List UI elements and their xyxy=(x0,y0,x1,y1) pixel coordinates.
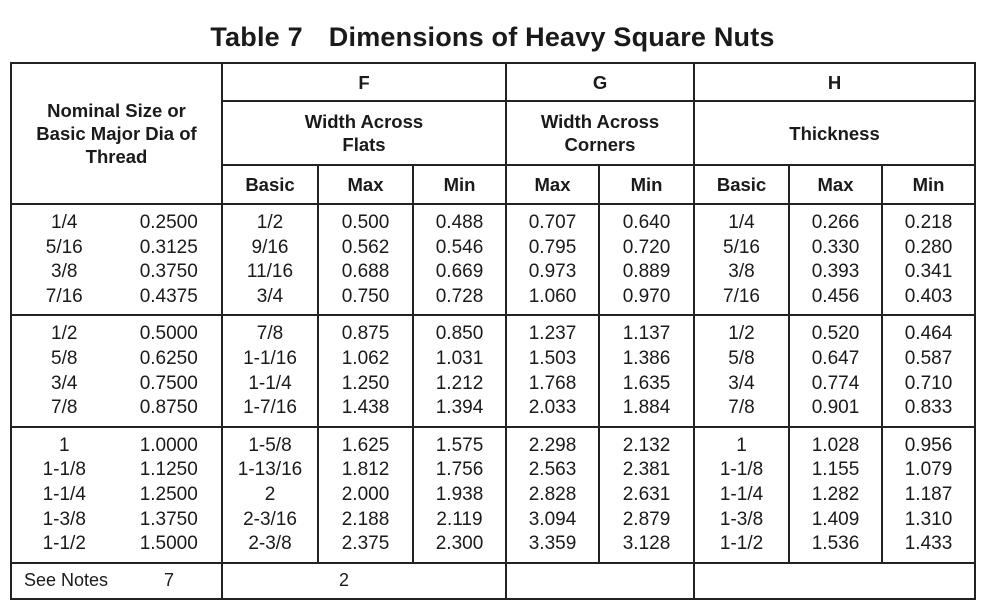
major-dia-value: 0.3125 xyxy=(139,236,198,258)
nominal-size-value: 1-1/8 xyxy=(42,459,86,481)
major-dia-value: 0.8750 xyxy=(139,397,198,419)
note-ref-f: 2 xyxy=(222,563,506,599)
value-f-min: 0.850 xyxy=(435,323,484,345)
value-g-min: 0.640 xyxy=(622,212,671,233)
value-f-basic: 2-3/16 xyxy=(243,508,297,530)
value-g-min: 1.884 xyxy=(622,397,671,419)
cell-f-min xyxy=(413,315,506,426)
col-header-g-min: Min xyxy=(599,165,694,204)
value-h-min: 1.187 xyxy=(904,483,953,505)
cell-f-max xyxy=(318,315,413,426)
group-f-letter: F xyxy=(222,63,506,101)
value-f-min: 1.212 xyxy=(435,372,484,394)
value-h-max: 1.028 xyxy=(811,434,860,456)
value-f-max: 0.500 xyxy=(341,212,390,233)
cell-h-basic xyxy=(694,427,789,563)
cell-f-max xyxy=(318,204,413,315)
nominal-size-value: 3/4 xyxy=(51,372,78,394)
value-f-basic: 3/4 xyxy=(256,285,284,307)
value-f-min: 0.728 xyxy=(435,285,484,307)
major-dia-value: 0.4375 xyxy=(139,285,198,307)
value-h-max: 0.901 xyxy=(811,397,860,419)
group-g-label: Width Across Corners xyxy=(506,101,694,165)
value-h-max: 0.330 xyxy=(811,236,860,258)
value-h-max: 1.282 xyxy=(811,483,860,505)
value-h-max: 1.536 xyxy=(811,533,860,555)
col-header-h-min: Min xyxy=(882,165,975,204)
major-dia-value: 0.7500 xyxy=(139,372,198,394)
major-dia-value: 1.5000 xyxy=(139,533,198,555)
note-ref-g xyxy=(506,563,694,599)
value-f-min: 2.300 xyxy=(435,533,484,555)
col-header-f-min: Min xyxy=(413,165,506,204)
value-f-max: 1.250 xyxy=(341,372,390,394)
group-g-letter: G xyxy=(506,63,694,101)
value-f-basic: 1-5/8 xyxy=(248,434,292,456)
cell-f-min xyxy=(413,204,506,315)
value-f-max: 0.688 xyxy=(341,261,390,283)
value-f-min: 0.546 xyxy=(435,236,484,258)
cell-h-min xyxy=(882,315,975,426)
value-f-max: 2.000 xyxy=(341,483,390,505)
value-f-basic: 1/2 xyxy=(256,212,284,233)
cell-h-min xyxy=(882,204,975,315)
value-g-min: 2.879 xyxy=(622,508,671,530)
value-f-min: 1.756 xyxy=(435,459,484,481)
value-g-max: 2.298 xyxy=(528,434,577,456)
value-h-min: 0.464 xyxy=(904,323,953,345)
cell-f-basic xyxy=(222,315,318,426)
nominal-size-value: 1/4 xyxy=(51,212,78,233)
value-f-max: 1.438 xyxy=(341,397,390,419)
value-f-max: 0.875 xyxy=(341,323,390,345)
value-f-basic: 2 xyxy=(264,483,276,505)
nominal-size-value: 7/16 xyxy=(45,285,83,307)
value-h-basic: 1-3/8 xyxy=(719,508,764,530)
value-h-basic: 1-1/2 xyxy=(719,533,764,555)
cell-f-min xyxy=(413,427,506,563)
col-header-g-max: Max xyxy=(506,165,599,204)
col-header-f-max: Max xyxy=(318,165,413,204)
table-row-group xyxy=(11,427,975,563)
value-h-min: 1.433 xyxy=(904,533,953,555)
value-g-max: 3.359 xyxy=(528,533,577,555)
cell-g-min xyxy=(599,204,694,315)
nominal-size-value: 1 xyxy=(58,434,70,456)
value-h-max: 0.456 xyxy=(811,285,860,307)
nominal-size-cell xyxy=(11,315,222,426)
value-f-min: 2.119 xyxy=(436,508,483,530)
value-h-max: 1.155 xyxy=(811,459,860,481)
value-f-max: 0.750 xyxy=(341,285,390,307)
nominal-size-value: 1-3/8 xyxy=(42,508,86,530)
value-f-max: 2.188 xyxy=(341,508,390,530)
cell-h-basic xyxy=(694,315,789,426)
cell-g-max xyxy=(506,315,599,426)
nominal-size-value: 3/8 xyxy=(51,261,78,283)
value-g-max: 2.563 xyxy=(528,459,577,481)
cell-g-max xyxy=(506,204,599,315)
value-f-basic: 1-7/16 xyxy=(243,397,297,419)
nominal-size-cell xyxy=(11,204,222,315)
nominal-size-header: Nominal Size or Basic Major Dia of Thread xyxy=(11,63,222,204)
value-h-max: 1.409 xyxy=(811,508,860,530)
value-g-max: 0.795 xyxy=(528,236,577,258)
value-f-min: 1.031 xyxy=(435,347,484,369)
value-f-min: 0.669 xyxy=(435,261,484,283)
heavy-square-nuts-table xyxy=(10,62,976,600)
value-f-max: 1.812 xyxy=(341,459,390,481)
group-h-letter: H xyxy=(694,63,975,101)
value-g-max: 1.768 xyxy=(528,372,577,394)
value-h-basic: 7/16 xyxy=(723,285,760,307)
value-f-basic: 7/8 xyxy=(256,323,284,345)
value-h-min: 0.956 xyxy=(904,434,953,456)
value-h-basic: 1/2 xyxy=(728,323,755,345)
col-header-h-max: Max xyxy=(789,165,882,204)
value-g-min: 2.381 xyxy=(622,459,671,481)
cell-g-min xyxy=(599,315,694,426)
nominal-size-value: 5/8 xyxy=(51,347,78,369)
value-f-min: 0.488 xyxy=(435,212,484,233)
value-g-max: 0.973 xyxy=(528,261,577,283)
value-h-min: 1.079 xyxy=(904,459,953,481)
major-dia-value: 0.6250 xyxy=(139,347,198,369)
table-row-group xyxy=(11,315,975,426)
value-g-max: 0.707 xyxy=(528,212,577,233)
major-dia-value: 0.2500 xyxy=(139,212,198,233)
cell-h-max xyxy=(789,427,882,563)
value-h-min: 0.341 xyxy=(904,261,953,283)
value-g-max: 3.094 xyxy=(528,508,577,530)
value-f-max: 1.062 xyxy=(341,347,390,369)
value-h-min: 0.833 xyxy=(904,397,953,419)
value-h-max: 0.774 xyxy=(811,372,860,394)
value-g-min: 0.970 xyxy=(622,285,671,307)
major-dia-value: 1.2500 xyxy=(139,483,198,505)
value-h-basic: 1-1/8 xyxy=(719,459,764,481)
cell-f-basic xyxy=(222,204,318,315)
cell-g-min xyxy=(599,427,694,563)
cell-g-max xyxy=(506,427,599,563)
value-f-min: 1.575 xyxy=(435,434,484,456)
value-f-basic: 1-1/4 xyxy=(248,372,292,394)
value-g-min: 1.635 xyxy=(622,372,671,394)
value-h-basic: 1-1/4 xyxy=(719,483,764,505)
value-g-max: 2.033 xyxy=(528,397,577,419)
value-g-min: 0.720 xyxy=(622,236,671,258)
value-h-basic: 7/8 xyxy=(728,397,755,419)
col-header-f-basic: Basic xyxy=(222,165,318,204)
group-h-label: Thickness xyxy=(694,101,975,165)
value-h-max: 0.520 xyxy=(811,323,860,345)
group-f-label: Width Across Flats xyxy=(222,101,506,165)
value-f-basic: 11/16 xyxy=(246,261,294,283)
value-f-min: 1.394 xyxy=(435,397,484,419)
value-f-min: 1.938 xyxy=(435,483,484,505)
nominal-size-value: 7/8 xyxy=(51,397,78,419)
value-g-min: 2.132 xyxy=(622,434,671,456)
value-f-basic: 9/16 xyxy=(251,236,289,258)
value-h-min: 0.710 xyxy=(904,372,953,394)
value-h-basic: 1/4 xyxy=(728,212,755,233)
major-dia-value: 1.3750 xyxy=(139,508,198,530)
nominal-size-value: 5/16 xyxy=(45,236,83,258)
major-dia-value: 0.3750 xyxy=(139,261,198,283)
value-h-min: 0.587 xyxy=(904,347,953,369)
value-f-basic: 1-13/16 xyxy=(237,459,303,481)
value-g-max: 2.828 xyxy=(528,483,577,505)
value-g-min: 1.386 xyxy=(622,347,671,369)
nominal-size-value: 1-1/2 xyxy=(42,533,86,555)
value-h-basic: 1 xyxy=(736,434,747,456)
table-caption: Dimensions of Heavy Square Nuts xyxy=(328,22,775,52)
note-ref-nominal: 7 xyxy=(164,570,175,591)
value-g-max: 1.060 xyxy=(528,285,577,307)
note-ref-h xyxy=(694,563,975,599)
value-f-max: 2.375 xyxy=(341,533,390,555)
cell-h-basic xyxy=(694,204,789,315)
major-dia-value: 0.5000 xyxy=(139,323,198,345)
value-g-min: 3.128 xyxy=(622,533,671,555)
major-dia-value: 1.0000 xyxy=(139,434,198,456)
cell-f-max xyxy=(318,427,413,563)
value-h-min: 0.218 xyxy=(904,212,953,233)
value-g-min: 2.631 xyxy=(622,483,671,505)
cell-h-min xyxy=(882,427,975,563)
value-h-basic: 3/4 xyxy=(728,372,755,394)
value-h-max: 0.266 xyxy=(811,212,860,233)
value-h-basic: 5/8 xyxy=(728,347,755,369)
value-f-max: 1.625 xyxy=(341,434,390,456)
notes-row-nominal xyxy=(11,563,222,599)
value-g-min: 1.137 xyxy=(622,323,671,345)
table-title xyxy=(0,22,985,53)
nominal-size-value: 1-1/4 xyxy=(42,483,86,505)
table-row-group xyxy=(11,204,975,315)
nominal-size-cell xyxy=(11,427,222,563)
cell-h-max xyxy=(789,204,882,315)
nominal-size-value: 1/2 xyxy=(51,323,78,345)
value-g-max: 1.237 xyxy=(528,323,577,345)
cell-f-basic xyxy=(222,427,318,563)
value-h-min: 0.403 xyxy=(904,285,953,307)
table-number: Table 7 xyxy=(210,22,303,52)
value-f-max: 0.562 xyxy=(341,236,390,258)
value-g-max: 1.503 xyxy=(528,347,577,369)
col-header-h-basic: Basic xyxy=(694,165,789,204)
value-h-basic: 5/16 xyxy=(723,236,760,258)
value-f-basic: 2-3/8 xyxy=(248,533,292,555)
value-h-max: 0.393 xyxy=(811,261,860,283)
value-h-min: 1.310 xyxy=(904,508,953,530)
value-f-basic: 1-1/16 xyxy=(243,347,297,369)
value-h-min: 0.280 xyxy=(904,236,953,258)
value-h-max: 0.647 xyxy=(811,347,860,369)
value-g-min: 0.889 xyxy=(622,261,671,283)
value-h-basic: 3/8 xyxy=(728,261,755,283)
cell-h-max xyxy=(789,315,882,426)
major-dia-value: 1.1250 xyxy=(139,459,198,481)
see-notes-label: See Notes xyxy=(24,570,109,591)
